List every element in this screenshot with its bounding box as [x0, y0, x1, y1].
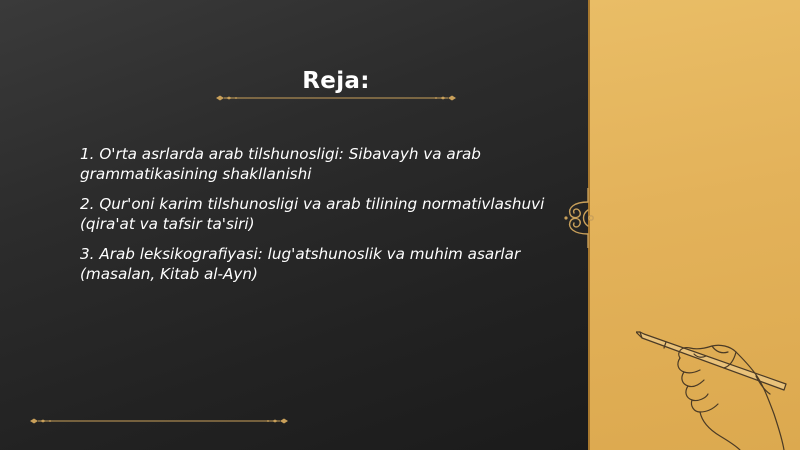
slide-title: Reja:	[302, 68, 370, 94]
plan-item-3: 3. Arab leksikografiyasi: lug'atshunoslik va muhim asarlar (masalan, Kitab al-Ayn)	[80, 245, 521, 283]
plan-list	[80, 144, 550, 294]
scroll-ornament-icon	[560, 188, 600, 248]
bottom-ornament-divider	[28, 416, 290, 426]
plan-item-1: 1. O'rta asrlarda arab tilshunosligi: Sibavayh va arab grammatikasining shakllanishi	[80, 145, 481, 183]
hand-with-pen-icon	[636, 318, 800, 450]
title-ornament-divider	[214, 93, 458, 103]
plan-item-2: 2. Qur'oni karim tilshunosligi va arab tilining normativlashuvi (qira'at va tafsir ta'siri)	[80, 195, 545, 233]
